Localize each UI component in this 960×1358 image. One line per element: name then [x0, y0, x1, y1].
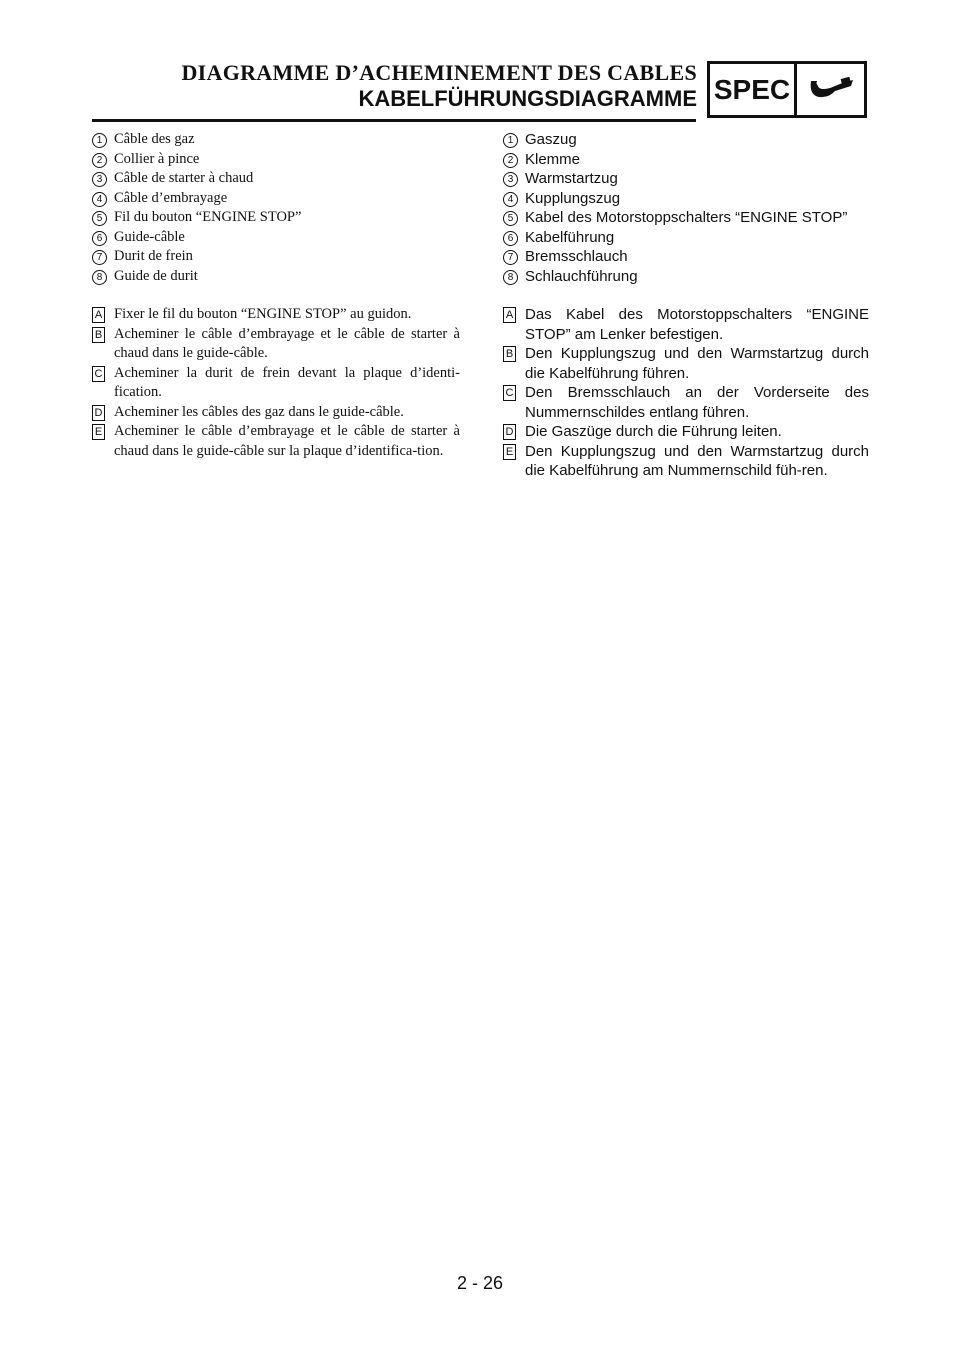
routing-note-text: Acheminer les câbles des gaz dans le guide-câble.: [114, 403, 404, 420]
section-badge: [707, 61, 867, 118]
part-number-marker: 8: [92, 270, 107, 285]
part-legend-item: [503, 247, 869, 267]
part-number-marker: 1: [92, 133, 107, 148]
routing-note-item: [503, 344, 869, 383]
wrench-tool-icon: [797, 64, 864, 115]
note-letter-marker: C: [92, 366, 105, 382]
routing-note-item: [92, 364, 460, 403]
routing-note-item: [92, 403, 460, 423]
part-legend-text: Warmstartzug: [525, 170, 618, 187]
part-legend-item: [503, 169, 869, 189]
part-legend-text: Klemme: [525, 150, 581, 168]
routing-note-text: Den Bremsschlauch an der Vorderseite des Nummernschildes entlang führen.: [525, 384, 869, 421]
page-number: 2 - 26: [456, 1273, 504, 1293]
part-legend-text: Câble des gaz: [114, 131, 195, 147]
routing-note-item: [503, 422, 869, 442]
section-spacer: [92, 286, 460, 305]
part-legend-text: Kupplungszug: [525, 189, 621, 207]
part-number-marker: 2: [503, 153, 518, 168]
note-letter-marker: D: [503, 424, 516, 440]
part-legend-text: Gaszug: [525, 131, 577, 148]
page-title-german: KABELFÜHRUNGSDIAGRAMME: [358, 86, 697, 111]
part-legend-text: Bremsschlauch: [525, 248, 628, 265]
part-legend-item: [503, 130, 869, 150]
part-legend-item: [92, 189, 460, 209]
part-legend-item: [92, 267, 460, 287]
routing-note-text: Den Kupplungszug und den Warmstartzug durch die Kabelführung am Nummernschild füh-ren.: [525, 442, 869, 479]
part-legend-text: Kabelführung: [525, 228, 615, 246]
part-number-marker: 4: [92, 192, 107, 207]
part-legend-text: Collier à pince: [114, 150, 200, 167]
section-spacer: [503, 286, 869, 305]
routing-note-text: Den Kupplungszug und den Warmstartzug durch die Kabelführung führen.: [525, 345, 869, 382]
part-number-marker: 6: [503, 231, 518, 246]
part-legend-item: [503, 189, 869, 209]
page-title-french: DIAGRAMME D’ACHEMINEMENT DES CABLES: [181, 60, 697, 85]
routing-note-item: [503, 383, 869, 422]
part-legend-item: [503, 228, 869, 248]
routing-note-item: [92, 422, 460, 461]
french-legend-column: [92, 130, 460, 461]
part-number-marker: 2: [92, 153, 107, 168]
note-letter-marker: E: [92, 424, 105, 440]
routing-note-text: Das Kabel des Motorstoppschalters “ENGINE STOP” am Lenker befestigen.: [525, 306, 869, 343]
part-number-marker: 7: [92, 250, 107, 265]
part-legend-item: [92, 247, 460, 267]
part-legend-text: Schlauchführung: [525, 267, 638, 285]
part-legend-item: [503, 267, 869, 287]
routing-note-item: [92, 325, 460, 364]
part-number-marker: 1: [503, 133, 518, 148]
routing-note-text: Acheminer le câble d’embrayage et le câble de starter à chaud dans le guide-câble.: [114, 325, 460, 361]
note-letter-marker: E: [503, 444, 516, 460]
german-legend-column: [503, 130, 869, 481]
part-number-marker: 7: [503, 250, 518, 265]
note-letter-marker: D: [92, 405, 105, 421]
routing-note-text: Die Gaszüge durch die Führung leiten.: [525, 423, 782, 440]
note-letter-marker: A: [503, 307, 516, 323]
part-legend-item: [92, 130, 460, 150]
routing-note-item: [92, 305, 460, 325]
note-letter-marker: C: [503, 385, 516, 401]
part-legend-text: Guide de durit: [114, 267, 198, 284]
part-number-marker: 8: [503, 270, 518, 285]
part-number-marker: 4: [503, 192, 518, 207]
title-underline: [92, 119, 696, 122]
note-letter-marker: A: [92, 307, 105, 323]
routing-note-text: Acheminer la durit de frein devant la plaque d’identi-fication.: [114, 364, 460, 400]
part-legend-item: [92, 208, 460, 228]
section-label: SPEC: [710, 64, 797, 115]
routing-note-text: Acheminer le câble d’embrayage et le câble de starter à chaud dans le guide-câble sur la plaque d’identifica-tion.: [114, 423, 460, 459]
part-number-marker: 6: [92, 231, 107, 246]
routing-note-item: [503, 305, 869, 344]
part-legend-text: Durit de frein: [114, 248, 193, 264]
part-legend-item: [503, 208, 869, 228]
part-number-marker: 3: [503, 172, 518, 187]
routing-note-text: Fixer le fil du bouton “ENGINE STOP” au guidon.: [114, 306, 412, 322]
part-legend-item: [92, 228, 460, 248]
note-letter-marker: B: [503, 346, 516, 362]
part-number-marker: 5: [503, 211, 518, 226]
note-letter-marker: B: [92, 327, 105, 343]
part-legend-item: [503, 150, 869, 170]
part-legend-text: Kabel des Motorstoppschalters “ENGINE STOP”: [525, 209, 848, 226]
part-legend-item: [92, 169, 460, 189]
routing-note-item: [503, 442, 869, 481]
part-legend-text: Câble de starter à chaud: [114, 170, 254, 186]
part-number-marker: 3: [92, 172, 107, 187]
part-legend-item: [92, 150, 460, 170]
part-legend-text: Câble d’embrayage: [114, 189, 228, 206]
part-legend-text: Guide-câble: [114, 228, 185, 245]
part-number-marker: 5: [92, 211, 107, 226]
part-legend-text: Fil du bouton “ENGINE STOP”: [114, 209, 302, 225]
